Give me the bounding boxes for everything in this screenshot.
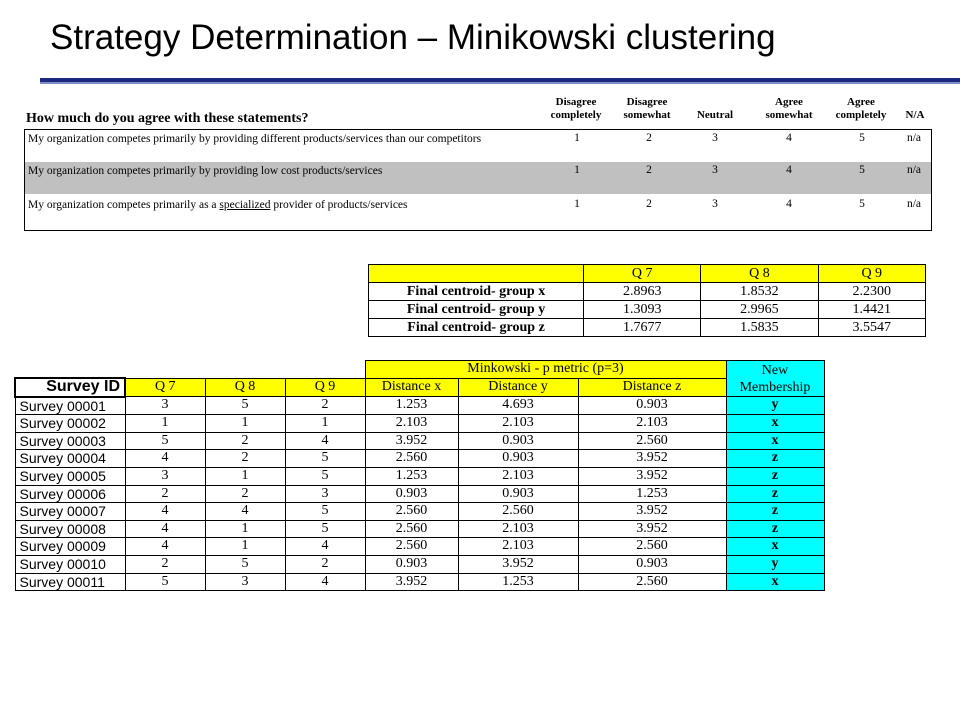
distance-x-cell: 1.253 bbox=[365, 397, 458, 415]
q7-cell: 4 bbox=[125, 520, 205, 538]
q8-cell: 2 bbox=[205, 432, 285, 450]
q-header: Q 9 bbox=[285, 378, 365, 397]
distance-x-cell: 2.560 bbox=[365, 538, 458, 556]
distance-x-cell: 0.903 bbox=[365, 485, 458, 503]
distance-header: Distance y bbox=[458, 378, 578, 397]
centroid-value: 2.8963 bbox=[584, 283, 701, 301]
membership-cell: x bbox=[726, 538, 824, 556]
centroid-value: 1.5835 bbox=[701, 319, 818, 337]
survey-id-cell: Survey 00008 bbox=[15, 520, 125, 538]
distance-z-cell: 2.560 bbox=[578, 538, 726, 556]
statement-text: My organization competes primarily as a specialized provider of products/services bbox=[28, 199, 408, 211]
centroid-value: 1.7677 bbox=[584, 319, 701, 337]
distance-y-cell: 4.693 bbox=[458, 397, 578, 415]
survey-id-cell: Survey 00011 bbox=[15, 573, 125, 591]
centroid-col-header: Q 8 bbox=[701, 265, 818, 283]
membership-cell: y bbox=[726, 397, 824, 415]
table-row bbox=[15, 573, 824, 591]
col-header-agree-completely: Agree completely bbox=[835, 96, 887, 121]
q7-cell: 1 bbox=[125, 415, 205, 433]
scale-value: 5 bbox=[859, 132, 865, 144]
q9-cell: 5 bbox=[285, 520, 365, 538]
centroid-row-label: Final centroid- group z bbox=[369, 319, 584, 337]
distance-z-cell: 3.952 bbox=[578, 503, 726, 521]
centroid-value: 2.9965 bbox=[701, 301, 818, 319]
q9-cell: 2 bbox=[285, 397, 365, 415]
scale-value: 5 bbox=[859, 198, 865, 210]
question-heading: How much do you agree with these statements? bbox=[26, 111, 309, 126]
scale-value: 2 bbox=[646, 132, 652, 144]
scale-value: 1 bbox=[574, 132, 580, 144]
centroid-value: 2.2300 bbox=[818, 283, 926, 301]
membership-cell: x bbox=[726, 432, 824, 450]
distance-z-cell: 3.952 bbox=[578, 520, 726, 538]
distance-header: Distance x bbox=[365, 378, 458, 397]
scale-value: 3 bbox=[712, 132, 718, 144]
scale-value: 1 bbox=[574, 164, 580, 176]
survey-id-cell: Survey 00009 bbox=[15, 538, 125, 556]
q8-cell: 1 bbox=[205, 415, 285, 433]
page-title: Strategy Determination – Minikowski clustering bbox=[50, 18, 776, 57]
distance-x-cell: 2.560 bbox=[365, 503, 458, 521]
scale-value: 2 bbox=[646, 198, 652, 210]
scale-value: 1 bbox=[574, 198, 580, 210]
q7-cell: 5 bbox=[125, 432, 205, 450]
distance-y-cell: 1.253 bbox=[458, 573, 578, 591]
table-row bbox=[15, 556, 824, 574]
new-membership-header: New Membership bbox=[726, 361, 824, 397]
minkowski-header-row bbox=[15, 378, 824, 397]
centroid-row bbox=[369, 319, 926, 337]
title-rule-light bbox=[40, 82, 960, 84]
survey-question-table bbox=[24, 94, 932, 230]
distance-z-cell: 0.903 bbox=[578, 556, 726, 574]
q9-cell: 1 bbox=[285, 415, 365, 433]
q8-cell: 2 bbox=[205, 450, 285, 468]
scale-value: 4 bbox=[786, 132, 792, 144]
table-row bbox=[15, 468, 824, 486]
scale-value: n/a bbox=[906, 198, 922, 210]
q9-cell: 4 bbox=[285, 432, 365, 450]
distance-z-cell: 2.560 bbox=[578, 432, 726, 450]
centroid-header-row bbox=[369, 265, 926, 283]
survey-id-cell: Survey 00004 bbox=[15, 450, 125, 468]
table-row bbox=[15, 397, 824, 415]
distance-y-cell: 0.903 bbox=[458, 432, 578, 450]
distance-y-cell: 2.103 bbox=[458, 415, 578, 433]
distance-y-cell: 2.560 bbox=[458, 503, 578, 521]
membership-cell: z bbox=[726, 450, 824, 468]
survey-id-cell: Survey 00007 bbox=[15, 503, 125, 521]
q7-cell: 4 bbox=[125, 450, 205, 468]
survey-id-cell: Survey 00006 bbox=[15, 485, 125, 503]
distance-x-cell: 0.903 bbox=[365, 556, 458, 574]
q9-cell: 5 bbox=[285, 468, 365, 486]
q7-cell: 4 bbox=[125, 538, 205, 556]
col-header-neutral: Neutral bbox=[696, 109, 734, 121]
statement-row bbox=[25, 130, 931, 162]
q-header: Q 7 bbox=[125, 378, 205, 397]
statements-box bbox=[24, 129, 932, 231]
centroid-row-label: Final centroid- group y bbox=[369, 301, 584, 319]
membership-cell: z bbox=[726, 485, 824, 503]
centroid-row bbox=[369, 283, 926, 301]
q9-cell: 4 bbox=[285, 538, 365, 556]
statement-text: My organization competes primarily by providing low cost products/services bbox=[28, 165, 383, 177]
q8-cell: 1 bbox=[205, 468, 285, 486]
membership-cell: z bbox=[726, 503, 824, 521]
statement-row bbox=[25, 196, 931, 228]
minkowski-group-header-row bbox=[15, 361, 824, 379]
centroid-corner-cell bbox=[369, 265, 584, 283]
scale-value: 2 bbox=[646, 164, 652, 176]
membership-cell: x bbox=[726, 415, 824, 433]
statement-row bbox=[25, 162, 931, 194]
q9-cell: 5 bbox=[285, 503, 365, 521]
distance-z-cell: 2.103 bbox=[578, 415, 726, 433]
q-header: Q 8 bbox=[205, 378, 285, 397]
q8-cell: 2 bbox=[205, 485, 285, 503]
q9-cell: 2 bbox=[285, 556, 365, 574]
distance-y-cell: 3.952 bbox=[458, 556, 578, 574]
distance-x-cell: 3.952 bbox=[365, 573, 458, 591]
membership-cell: z bbox=[726, 468, 824, 486]
q7-cell: 2 bbox=[125, 556, 205, 574]
table-row bbox=[15, 538, 824, 556]
q7-cell: 4 bbox=[125, 503, 205, 521]
distance-x-cell: 3.952 bbox=[365, 432, 458, 450]
q9-cell: 4 bbox=[285, 573, 365, 591]
table-row bbox=[15, 520, 824, 538]
survey-id-cell: Survey 00001 bbox=[15, 397, 125, 415]
q8-cell: 4 bbox=[205, 503, 285, 521]
centroid-value: 1.4421 bbox=[818, 301, 926, 319]
table-row bbox=[15, 432, 824, 450]
centroid-row-label: Final centroid- group x bbox=[369, 283, 584, 301]
col-header-na: N/A bbox=[905, 109, 925, 121]
scale-value: 5 bbox=[859, 164, 865, 176]
scale-value: 3 bbox=[712, 164, 718, 176]
distance-x-cell: 2.560 bbox=[365, 520, 458, 538]
distance-y-cell: 2.103 bbox=[458, 468, 578, 486]
q7-cell: 3 bbox=[125, 397, 205, 415]
q8-cell: 3 bbox=[205, 573, 285, 591]
table-row bbox=[15, 450, 824, 468]
distance-header: Distance z bbox=[578, 378, 726, 397]
distance-z-cell: 1.253 bbox=[578, 485, 726, 503]
table-row bbox=[15, 415, 824, 433]
distance-z-cell: 0.903 bbox=[578, 397, 726, 415]
scale-value: n/a bbox=[906, 132, 922, 144]
centroid-col-header: Q 9 bbox=[818, 265, 926, 283]
centroid-table bbox=[368, 264, 926, 337]
distance-y-cell: 2.103 bbox=[458, 520, 578, 538]
q8-cell: 5 bbox=[205, 397, 285, 415]
distance-z-cell: 2.560 bbox=[578, 573, 726, 591]
q9-cell: 3 bbox=[285, 485, 365, 503]
table-row bbox=[15, 503, 824, 521]
q8-cell: 5 bbox=[205, 556, 285, 574]
centroid-row bbox=[369, 301, 926, 319]
col-header-agree-somewhat: Agree somewhat bbox=[765, 96, 813, 121]
scale-value: n/a bbox=[906, 164, 922, 176]
scale-value: 4 bbox=[786, 198, 792, 210]
distance-y-cell: 0.903 bbox=[458, 485, 578, 503]
statement-text: My organization competes primarily by providing different products/services than our competitors bbox=[28, 133, 482, 145]
centroid-value: 3.5547 bbox=[818, 319, 926, 337]
col-header-disagree-completely: Disagree completely bbox=[550, 96, 602, 121]
q8-cell: 1 bbox=[205, 520, 285, 538]
survey-id-cell: Survey 00005 bbox=[15, 468, 125, 486]
distance-x-cell: 2.103 bbox=[365, 415, 458, 433]
distance-y-cell: 2.103 bbox=[458, 538, 578, 556]
distance-z-cell: 3.952 bbox=[578, 468, 726, 486]
survey-id-header: Survey ID bbox=[15, 378, 125, 397]
membership-cell: z bbox=[726, 520, 824, 538]
membership-cell: y bbox=[726, 556, 824, 574]
survey-id-cell: Survey 00010 bbox=[15, 556, 125, 574]
centroid-value: 1.3093 bbox=[584, 301, 701, 319]
centroid-col-header: Q 7 bbox=[584, 265, 701, 283]
distance-y-cell: 0.903 bbox=[458, 450, 578, 468]
centroid-value: 1.8532 bbox=[701, 283, 818, 301]
scale-value: 4 bbox=[786, 164, 792, 176]
col-header-disagree-somewhat: Disagree somewhat bbox=[623, 96, 671, 121]
distance-x-cell: 1.253 bbox=[365, 468, 458, 486]
distance-z-cell: 3.952 bbox=[578, 450, 726, 468]
q7-cell: 5 bbox=[125, 573, 205, 591]
q9-cell: 5 bbox=[285, 450, 365, 468]
distance-x-cell: 2.560 bbox=[365, 450, 458, 468]
table-row bbox=[15, 485, 824, 503]
survey-id-cell: Survey 00002 bbox=[15, 415, 125, 433]
q7-cell: 3 bbox=[125, 468, 205, 486]
q7-cell: 2 bbox=[125, 485, 205, 503]
q8-cell: 1 bbox=[205, 538, 285, 556]
membership-cell: x bbox=[726, 573, 824, 591]
minkowski-table bbox=[14, 360, 825, 591]
minkowski-group-header: Minkowski - p metric (p=3) bbox=[365, 361, 726, 379]
survey-id-cell: Survey 00003 bbox=[15, 432, 125, 450]
minkowski-body bbox=[15, 397, 824, 591]
scale-value: 3 bbox=[712, 198, 718, 210]
